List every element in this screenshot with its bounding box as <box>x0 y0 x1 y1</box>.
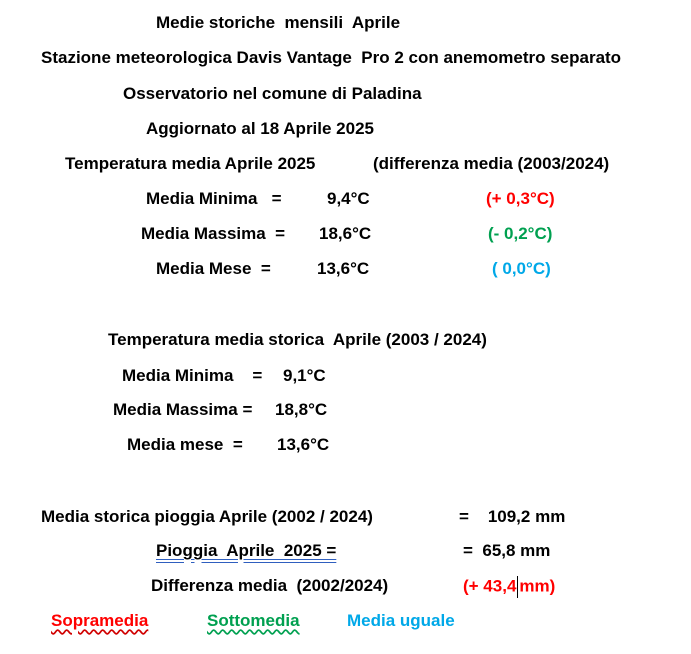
rain-diff-label: Differenza media (2002/2024) <box>151 576 389 595</box>
current-mean-value: 13,6°C <box>317 259 370 278</box>
current-heading: Temperatura media Aprile 2025 <box>65 154 316 173</box>
current-mean-label: Media Mese = <box>156 259 271 278</box>
rain-diff-unit: mm) <box>519 576 556 596</box>
title-line-1: Medie storiche mensili Aprile <box>156 13 401 32</box>
legend-below: Sottomedia <box>207 611 300 630</box>
current-mean-diff: ( 0,0°C) <box>492 259 551 278</box>
rain-current-value: = 65,8 mm <box>463 541 551 560</box>
current-min-value: 9,4°C <box>327 189 370 208</box>
legend-above: Sopramedia <box>51 611 149 630</box>
current-min-label: Media Minima = <box>146 189 282 208</box>
rain-historic-value: = 109,2 mm <box>459 507 566 526</box>
rain-current-label: Pioggia Aprile 2025 = <box>156 541 337 560</box>
rain-historic-label: Media storica pioggia Aprile (2002 / 2024) <box>41 507 373 526</box>
current-max-diff: (- 0,2°C) <box>488 224 553 243</box>
title-line-3: Osservatorio nel comune di Paladina <box>123 84 422 103</box>
historic-min-label: Media Minima = <box>122 366 263 385</box>
title-line-2: Stazione meteorologica Davis Vantage Pro 2 con anemometro separato <box>41 48 622 67</box>
current-diff-heading: (differenza media (2003/2024) <box>373 154 610 173</box>
historic-heading: Temperatura media storica Aprile (2003 / 2024) <box>108 330 487 349</box>
historic-min-value: 9,1°C <box>283 366 326 385</box>
historic-max-value: 18,8°C <box>275 400 328 419</box>
current-min-diff: (+ 0,3°C) <box>486 189 555 208</box>
current-max-value: 18,6°C <box>319 224 372 243</box>
rain-diff-value <box>463 576 555 598</box>
legend-equal: Media uguale <box>347 611 455 630</box>
title-line-4: Aggiornato al 18 Aprile 2025 <box>146 119 374 138</box>
historic-mean-label: Media mese = <box>127 435 243 454</box>
rain-diff-number: (+ 43,4 <box>463 576 517 596</box>
historic-mean-value: 13,6°C <box>277 435 330 454</box>
historic-max-label: Media Massima = <box>113 400 253 419</box>
current-max-label: Media Massima = <box>141 224 286 243</box>
